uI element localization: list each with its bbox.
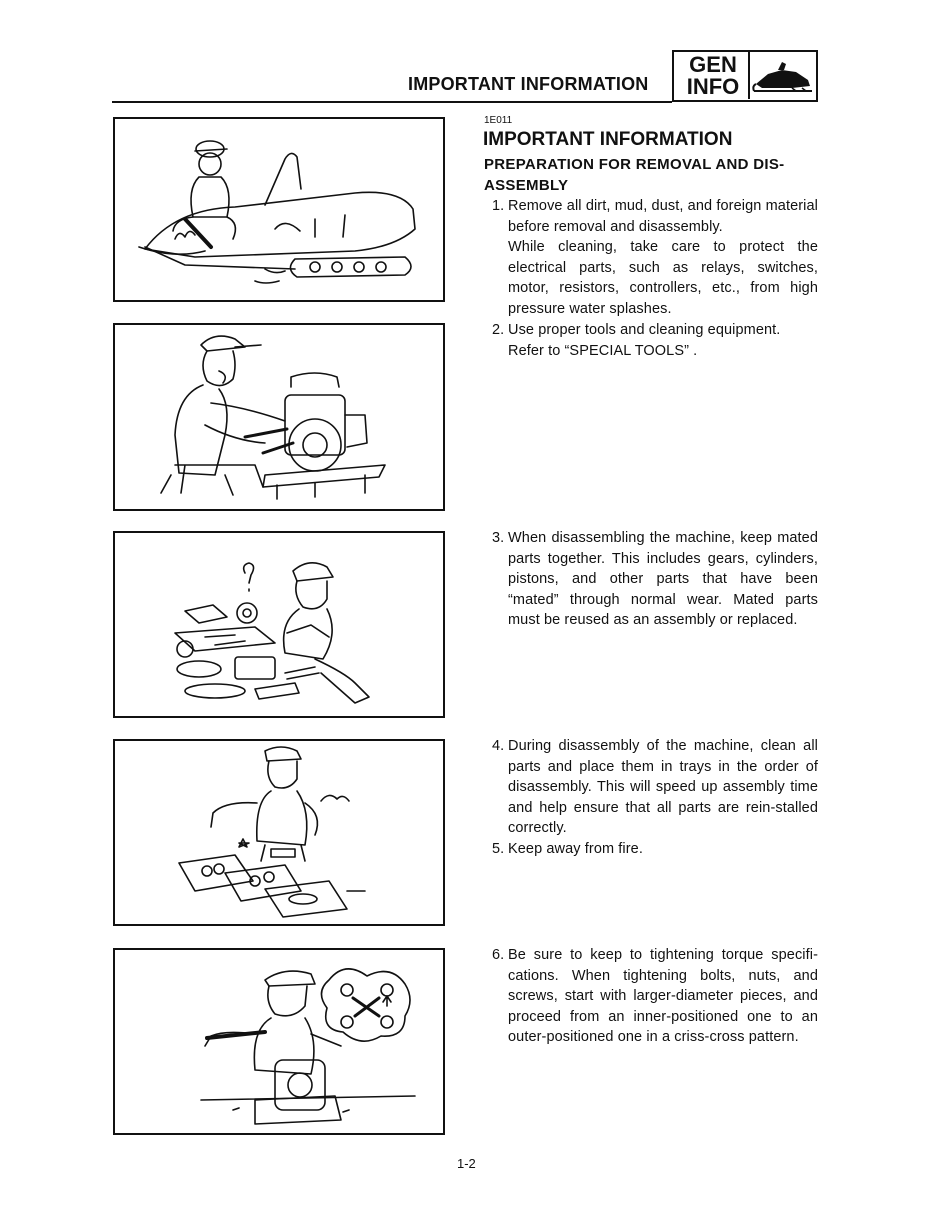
document-code: 1E011: [484, 115, 513, 126]
mechanic-with-mated-parts-illustration: [115, 533, 445, 718]
list-item-note: While cleaning, take care to protect the electrical parts, such as relays, switches, motor, resistors, controllers, etc., from high pressure water splashes.: [508, 239, 818, 317]
list-item-number: 3.: [492, 530, 505, 546]
list-item-number: 5.: [492, 841, 505, 857]
section-heading: IMPORTANT INFORMATION: [483, 129, 733, 150]
illustration-panel-3: [113, 531, 445, 718]
section-subheading: PREPARATION FOR REMOVAL AND DIS-ASSEMBLY: [484, 156, 785, 194]
section-header-title: IMPORTANT INFORMATION: [408, 74, 649, 94]
mechanic-sorting-parts-into-trays-illustration: [115, 741, 445, 926]
list-item-text: Remove all dirt, mud, dust, and foreign material before removal and disassembly.: [508, 198, 818, 235]
mechanic-using-tools-on-engine-illustration: [115, 325, 445, 511]
badge-info-label: INFO: [686, 74, 740, 99]
list-item: [492, 528, 818, 631]
list-item: [492, 945, 818, 1048]
list-item-text: Keep away from fire.: [508, 841, 643, 857]
gen-info-badge: [672, 50, 818, 102]
list-item-number: 1.: [492, 198, 505, 214]
illustration-panel-5: [113, 948, 445, 1135]
list-item-number: 2.: [492, 322, 505, 338]
list-item: [492, 196, 818, 320]
list-item-note: Refer to “SPECIAL TOOLS” .: [508, 342, 698, 359]
illustration-panel-1: [113, 117, 445, 302]
list-item: [492, 320, 818, 361]
list-item-number: 4.: [492, 738, 505, 754]
header-rule: [112, 101, 672, 103]
page-number: 1-2: [457, 1156, 476, 1171]
badge-gen-label: GEN: [689, 52, 737, 77]
mechanic-washing-snowmobile-illustration: [115, 119, 445, 302]
badge-text-box: [674, 52, 750, 99]
illustration-panel-2: [113, 323, 445, 511]
list-item-text: When disassembling the machine, keep mated parts together. This includes gears, cylinders, pistons, and other parts that have been “mated” through normal wear. Mated parts must be reused as an assembly or replaced.: [508, 530, 818, 629]
list-item-text: Use proper tools and cleaning equipment.: [508, 322, 781, 338]
mechanic-tightening-bolts-criss-cross-illustration: [115, 950, 445, 1135]
list-item: [492, 736, 818, 839]
snowmobile-icon: [752, 58, 814, 96]
list-item-number: 6.: [492, 947, 505, 963]
list-item-text: Be sure to keep to tightening torque specifi-cations. When tightening bolts, nuts, and screws, start with larger-diameter pieces, and proceed from an inner-positioned one to an outer-positioned one in a criss-cross pattern.: [508, 947, 818, 1046]
list-item-text: During disassembly of the machine, clean all parts and place them in trays in the order of disassembly. This will speed up assembly time and help ensure that all parts are rein-stalled correctly.: [508, 738, 818, 837]
list-item: [492, 839, 818, 860]
illustration-panel-4: [113, 739, 445, 926]
